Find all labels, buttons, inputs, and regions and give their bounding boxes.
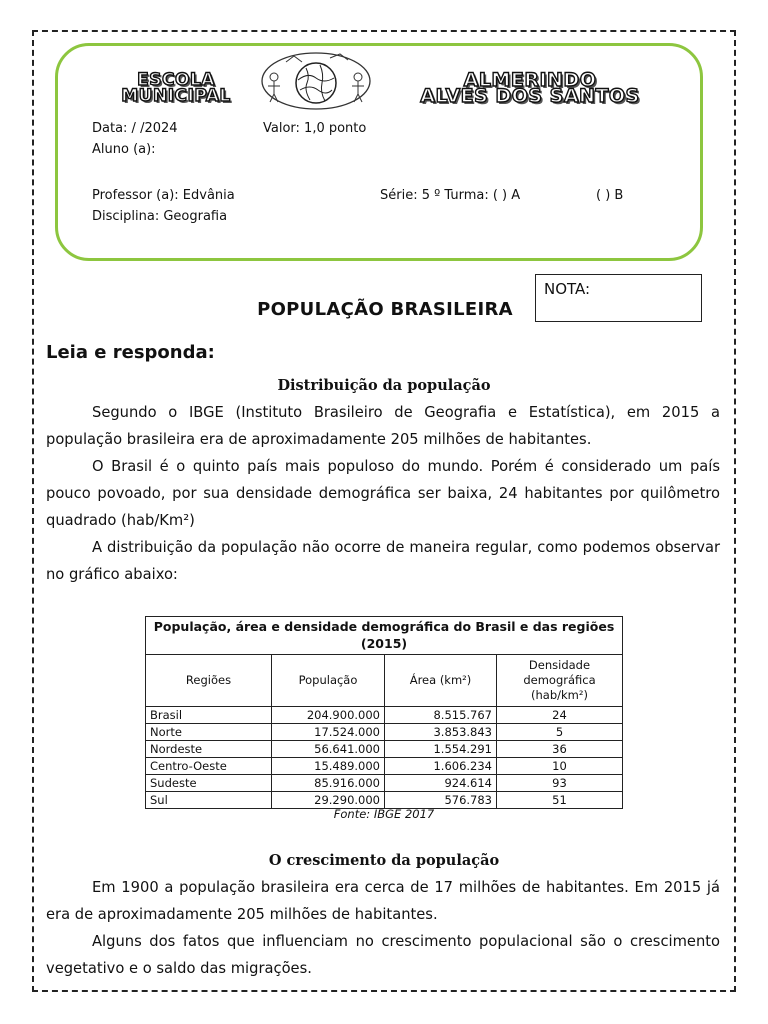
table-header-row — [146, 655, 623, 707]
school-title — [97, 69, 693, 108]
header-density: Densidade demográfica (hab/km²) — [497, 655, 623, 707]
table-source: Fonte: IBGE 2017 — [333, 807, 435, 821]
table-cell: Centro-Oeste — [146, 758, 272, 775]
school-title-left-line2: MUNICIPAL — [121, 86, 231, 106]
table-row — [146, 707, 623, 724]
table-row — [146, 775, 623, 792]
table-cell: 29.290.000 — [272, 792, 385, 809]
school-title-right-line1: ALMERINDO — [463, 69, 597, 91]
table-cell: 51 — [497, 792, 623, 809]
table-cell: 24 — [497, 707, 623, 724]
paragraph-4: Em 1900 a população brasileira era cerca de 17 milhões de habitantes. Em 2015 já era de aproximadamente 205 milhões de habitantes. — [46, 879, 720, 923]
table-cell: 204.900.000 — [272, 707, 385, 724]
section-title-distribution: Distribuição da população — [277, 377, 491, 394]
table-row — [146, 792, 623, 809]
table-cell: 924.614 — [385, 775, 497, 792]
table-cell: 8.515.767 — [385, 707, 497, 724]
table-cell: 85.916.000 — [272, 775, 385, 792]
table-cell: 1.606.234 — [385, 758, 497, 775]
table-cell: 93 — [497, 775, 623, 792]
paragraph-2: O Brasil é o quinto país mais populoso do mundo. Porém é considerado um país pouco povoado, por sua densidade demográfica ser baixa, 24 habitantes por quilômetro quadrado (hab/Km²) — [46, 458, 720, 529]
table-cell: 10 — [497, 758, 623, 775]
page-title: POPULAÇÃO BRASILEIRA — [257, 299, 513, 320]
table-cell: Sudeste — [146, 775, 272, 792]
header-regions: Regiões — [146, 655, 272, 707]
school-title-right-line2: ALVES DOS SANTOS — [420, 85, 640, 107]
student-field: Aluno (a): — [92, 142, 156, 157]
instruction: Leia e responda: — [46, 342, 215, 363]
table-cell: Nordeste — [146, 741, 272, 758]
school-logo — [258, 50, 374, 112]
table-row — [146, 724, 623, 741]
paragraph-3: A distribuição da população não ocorre de maneira regular, como podemos observar no gráfico abaixo: — [46, 539, 720, 583]
table-row — [146, 758, 623, 775]
table-cell: 15.489.000 — [272, 758, 385, 775]
section-title-growth: O crescimento da população — [268, 852, 500, 869]
table-cell: 1.554.291 — [385, 741, 497, 758]
paragraph-distribution — [46, 399, 720, 588]
school-title-left-line1: ESCOLA — [137, 70, 215, 90]
table-cell: 17.524.000 — [272, 724, 385, 741]
table-cell: Sul — [146, 792, 272, 809]
grade-class-field: Série: 5 º Turma: ( ) A — [380, 188, 521, 203]
table-cell: 5 — [497, 724, 623, 741]
grade-box — [535, 274, 702, 322]
school-title-right — [369, 69, 691, 107]
table-cell: Brasil — [146, 707, 272, 724]
school-title-left — [97, 72, 255, 104]
paragraph-growth — [46, 874, 720, 982]
population-table — [145, 616, 623, 809]
table-cell: 576.783 — [385, 792, 497, 809]
table-row — [146, 741, 623, 758]
value-field: Valor: 1,0 ponto — [263, 121, 367, 136]
paragraph-5: Alguns dos fatos que influenciam no crescimento populacional são o crescimento vegetativo e o saldo das migrações. — [46, 933, 720, 977]
header-population: População — [272, 655, 385, 707]
table-cell: 3.853.843 — [385, 724, 497, 741]
paragraph-1: Segundo o IBGE (Instituto Brasileiro de Geografia e Estatística), em 2015 a população brasileira era de aproximadamente 205 milhões de habitantes. — [46, 404, 720, 448]
date-field: Data: / /2024 — [92, 121, 178, 136]
subject-field: Disciplina: Geografia — [92, 209, 228, 224]
table-caption: População, área e densidade demográfica do Brasil e das regiões (2015) — [145, 616, 623, 654]
header-area: Área (km²) — [385, 655, 497, 707]
teacher-field: Professor (a): Edvânia — [92, 188, 235, 203]
class-b-option: ( ) B — [596, 188, 624, 203]
grade-label: NOTA: — [544, 280, 591, 298]
table-cell: Norte — [146, 724, 272, 741]
table-cell: 36 — [497, 741, 623, 758]
table-cell: 56.641.000 — [272, 741, 385, 758]
